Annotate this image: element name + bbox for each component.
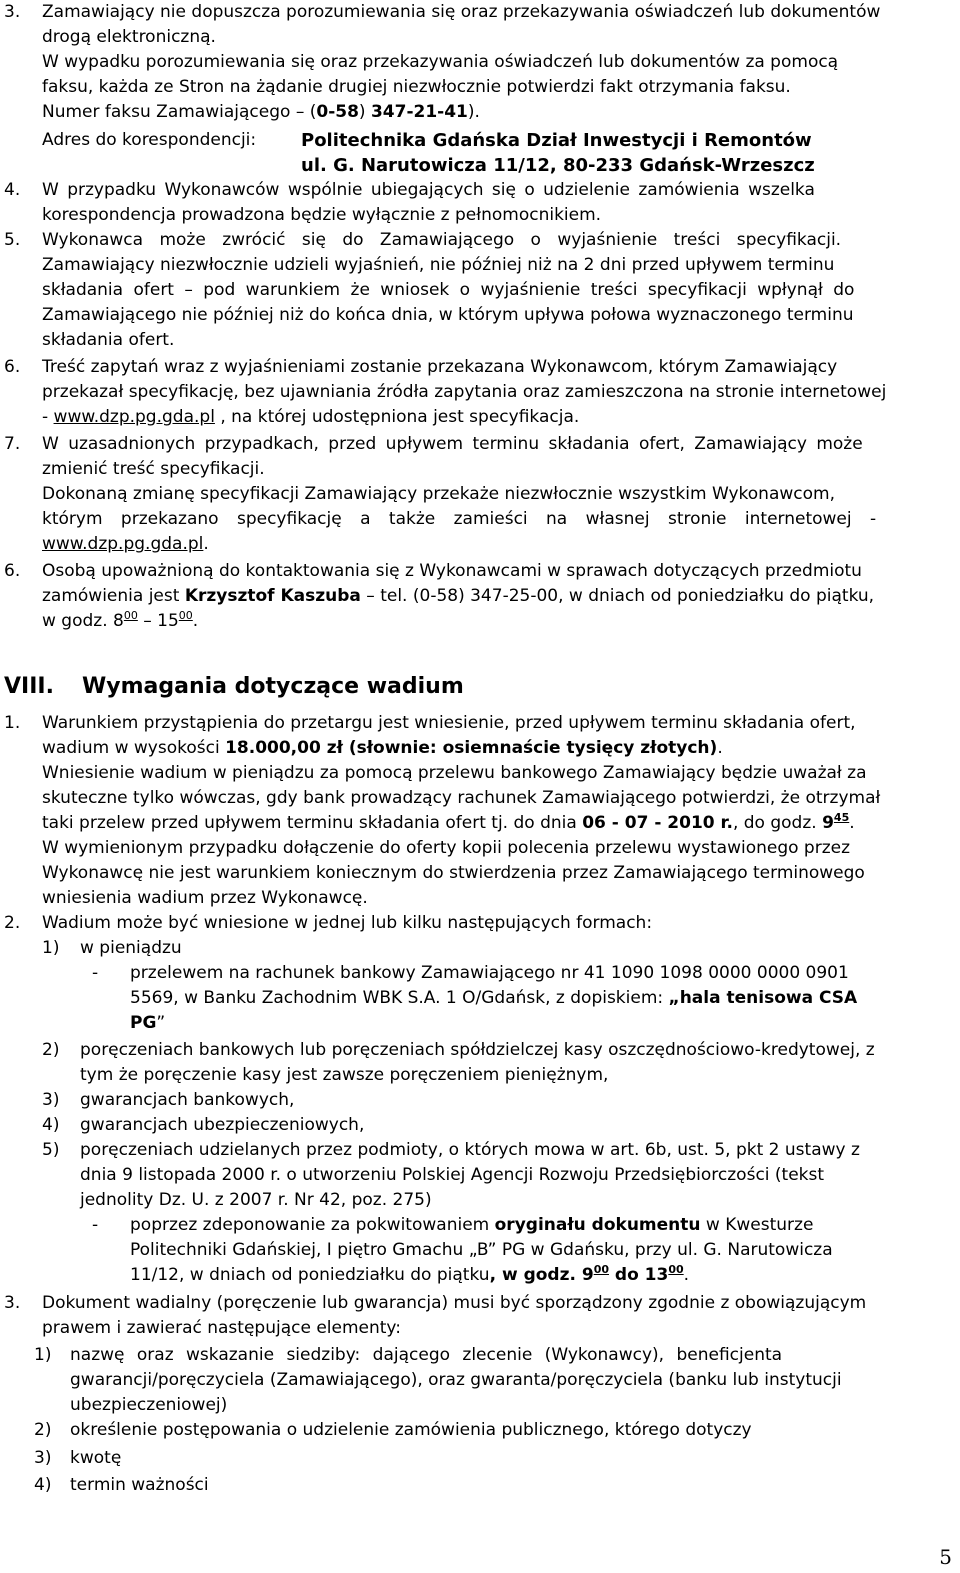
paragraph-line: kwotę <box>70 1448 122 1468</box>
paragraph-line: składania ofert. <box>42 330 175 350</box>
fax-number-line: Numer faksu Zamawiającego – (0-58) 347-21-41). <box>42 102 480 122</box>
paragraph-line: W przypadku Wykonawców wspólnie ubiegających się o udzielenie zamówienia wszelka <box>42 180 815 200</box>
website-link[interactable]: www.dzp.pg.gda.pl <box>53 407 215 427</box>
paragraph-line: poprzez zdeponowanie za pokwitowaniem oryginału dokumentu w Kwesturze <box>130 1215 814 1235</box>
list-number: 3. <box>4 1293 21 1313</box>
paragraph-line: W wymienionym przypadku dołączenie do oferty kopii polecenia przelewu wystawionego przez <box>42 838 851 858</box>
paragraph-line: którym przekazano specyfikację a także zamieści na własnej stronie internetowej - <box>42 509 877 529</box>
sublist-number: 3) <box>34 1448 52 1468</box>
sublist-number: 1) <box>42 938 60 958</box>
paragraph-line: Dokonaną zmianę specyfikacji Zamawiający przekaże niezwłocznie wszystkim Wykonawcom, <box>42 484 835 504</box>
section-heading: VIII. Wymagania dotyczące wadium <box>4 674 464 699</box>
list-number: 7. <box>4 434 21 454</box>
paragraph-line: poręczeniach bankowych lub poręczeniach spółdzielczej kasy oszczędnościowo-kredytowej, z <box>80 1040 875 1060</box>
paragraph-line: w godz. $8^{00} - 15^{00}$. <box>42 609 199 631</box>
paragraph-line: Wniesienie wadium w pieniądzu za pomocą przelewu bankowego Zamawiający będzie uważał za <box>42 763 867 783</box>
paragraph-line: określenie postępowania o udzielenie zamówienia publicznego, którego dotyczy <box>70 1420 752 1440</box>
paragraph-line: skuteczne tylko wówczas, gdy bank prowadzący rachunek Zamawiającego potwierdzi, że otrzymał <box>42 788 881 808</box>
paragraph-line: przekazał specyfikację, bez ujawniania źródła zapytania oraz zamieszczona na stronie internetowej <box>42 382 887 402</box>
paragraph-line: termin ważności <box>70 1475 209 1495</box>
paragraph-line: Osobą upoważnioną do kontaktowania się z Wykonawcami w sprawach dotyczących przedmiotu <box>42 561 862 581</box>
paragraph-line: drogą elektroniczną. <box>42 27 216 47</box>
paragraph-line: www.dzp.pg.gda.pl. <box>42 534 209 554</box>
sublist-number: 1) <box>34 1345 52 1365</box>
paragraph-line: Wadium może być wniesione w jednej lub kilku następujących formach: <box>42 913 653 933</box>
paragraph-line: przelewem na rachunek bankowy Zamawiającego nr 41 1090 1098 0000 0000 0901 <box>130 963 849 983</box>
sublist-number: 5) <box>42 1140 60 1160</box>
paragraph-line: Zamawiający nie dopuszcza porozumiewania się oraz przekazywania oświadczeń lub dokumentów <box>42 2 881 22</box>
paragraph-line: jednolity Dz. U. z 2007 r. Nr 42, poz. 275) <box>80 1190 432 1210</box>
page-number: 5 <box>939 1545 952 1569</box>
bullet-dash: - <box>92 963 99 983</box>
sublist-number: 4) <box>34 1475 52 1495</box>
list-number: 3. <box>4 2 21 22</box>
paragraph-line: ubezpieczeniowej) <box>70 1395 228 1415</box>
paragraph-line: W wypadku porozumiewania się oraz przekazywania oświadczeń lub dokumentów za pomocą <box>42 52 839 72</box>
paragraph-line: W uzasadnionych przypadkach, przed upływem terminu składania ofert, Zamawiający może <box>42 434 863 454</box>
paragraph-line: gwarancjach bankowych, <box>80 1090 295 1110</box>
address-line-1: Politechnika Gdańska Dział Inwestycji i Remontów <box>301 130 812 151</box>
list-number: 6. <box>4 561 21 581</box>
website-link[interactable]: www.dzp.pg.gda.pl <box>42 534 204 554</box>
paragraph-line: prawem i zawierać następujące elementy: <box>42 1318 401 1338</box>
paragraph-line: Dokument wadialny (poręczenie lub gwarancja) musi być sporządzony zgodnie z obowiązującym <box>42 1293 867 1313</box>
paragraph-line: zamówienia jest Krzysztof Kaszuba – tel. (0-58) 347-25-00, w dniach od poniedziałku do piątku, <box>42 586 875 606</box>
paragraph-line: PG” <box>130 1013 166 1033</box>
paragraph-line: 11/12, w dniach od poniedziałku do piątku, w godz. $9^{00}$ do $13^{00}$. <box>130 1263 690 1285</box>
paragraph-line: korespondencja prowadzona będzie wyłącznie z pełnomocnikiem. <box>42 205 602 225</box>
paragraph-line: Wykonawca może zwrócić się do Zamawiającego o wyjaśnienie treści specyfikacji. <box>42 230 842 250</box>
paragraph-line: zmienić treść specyfikacji. <box>42 459 265 479</box>
paragraph-line: tym że poręczenie kasy jest zawsze poręczeniem pieniężnym, <box>80 1065 609 1085</box>
paragraph-line: taki przelew przed upływem terminu składania ofert tj. do dnia 06 - 07 - 2010 r., do godz. $9^{45}$. <box>42 811 855 833</box>
list-number: 4. <box>4 180 21 200</box>
sublist-number: 4) <box>42 1115 60 1135</box>
paragraph-line: 5569, w Banku Zachodnim WBK S.A. 1 O/Gdańsk, z dopiskiem: „hala tenisowa CSA <box>130 988 858 1008</box>
paragraph-line: składania ofert – pod warunkiem że wniosek o wyjaśnienie treści specyfikacji wpłynął do <box>42 280 855 300</box>
paragraph-line: Zamawiający niezwłocznie udzieli wyjaśnień, nie później niż na 2 dni przed upływem terminu <box>42 255 835 275</box>
paragraph-line: wniesienia wadium przez Wykonawcę. <box>42 888 368 908</box>
paragraph-line: wadium w wysokości 18.000,00 zł (słownie: osiemnaście tysięcy złotych). <box>42 738 723 758</box>
list-number: 2. <box>4 913 21 933</box>
paragraph-line: gwarancji/poręczyciela (Zamawiającego), oraz gwaranta/poręczyciela (banku lub instytucji <box>70 1370 842 1390</box>
list-number: 6. <box>4 357 21 377</box>
list-number: 5. <box>4 230 21 250</box>
paragraph-line: Wykonawcę nie jest warunkiem koniecznym do stwierdzenia przez Zamawiającego terminowego <box>42 863 865 883</box>
paragraph-line: gwarancjach ubezpieczeniowych, <box>80 1115 365 1135</box>
paragraph-line: Warunkiem przystąpienia do przetargu jest wniesienie, przed upływem terminu składania ofert, <box>42 713 856 733</box>
paragraph-line: Treść zapytań wraz z wyjaśnieniami zostanie przekazana Wykonawcom, którym Zamawiający <box>42 357 838 377</box>
address-label: Adres do korespondencji: <box>42 130 257 150</box>
paragraph-line: faksu, każda ze Stron na żądanie drugiej niezwłocznie potwierdzi fakt otrzymania faksu. <box>42 77 791 97</box>
bullet-dash: - <box>92 1215 99 1235</box>
sublist-number: 2) <box>42 1040 60 1060</box>
address-line-2: ul. G. Narutowicza 11/12, 80-233 Gdańsk-Wrzeszcz <box>301 155 815 176</box>
paragraph-line: Politechniki Gdańskiej, I piętro Gmachu „B” PG w Gdańsku, przy ul. G. Narutowicza <box>130 1240 833 1260</box>
paragraph-line: w pieniądzu <box>80 938 182 958</box>
paragraph-line: dnia 9 listopada 2000 r. o utworzeniu Polskiej Agencji Rozwoju Przedsiębiorczości (tekst <box>80 1165 825 1185</box>
list-number: 1. <box>4 713 21 733</box>
sublist-number: 3) <box>42 1090 60 1110</box>
paragraph-line: - www.dzp.pg.gda.pl , na której udostępniona jest specyfikacja. <box>42 407 580 427</box>
paragraph-line: nazwę oraz wskazanie siedziby: dającego zlecenie (Wykonawcy), beneficjenta <box>70 1345 783 1365</box>
paragraph-line: Zamawiającego nie później niż do końca dnia, w którym upływa połowa wyznaczonego terminu <box>42 305 854 325</box>
paragraph-line: poręczeniach udzielanych przez podmioty, o których mowa w art. 6b, ust. 5, pkt 2 ustawy z <box>80 1140 860 1160</box>
sublist-number: 2) <box>34 1420 52 1440</box>
